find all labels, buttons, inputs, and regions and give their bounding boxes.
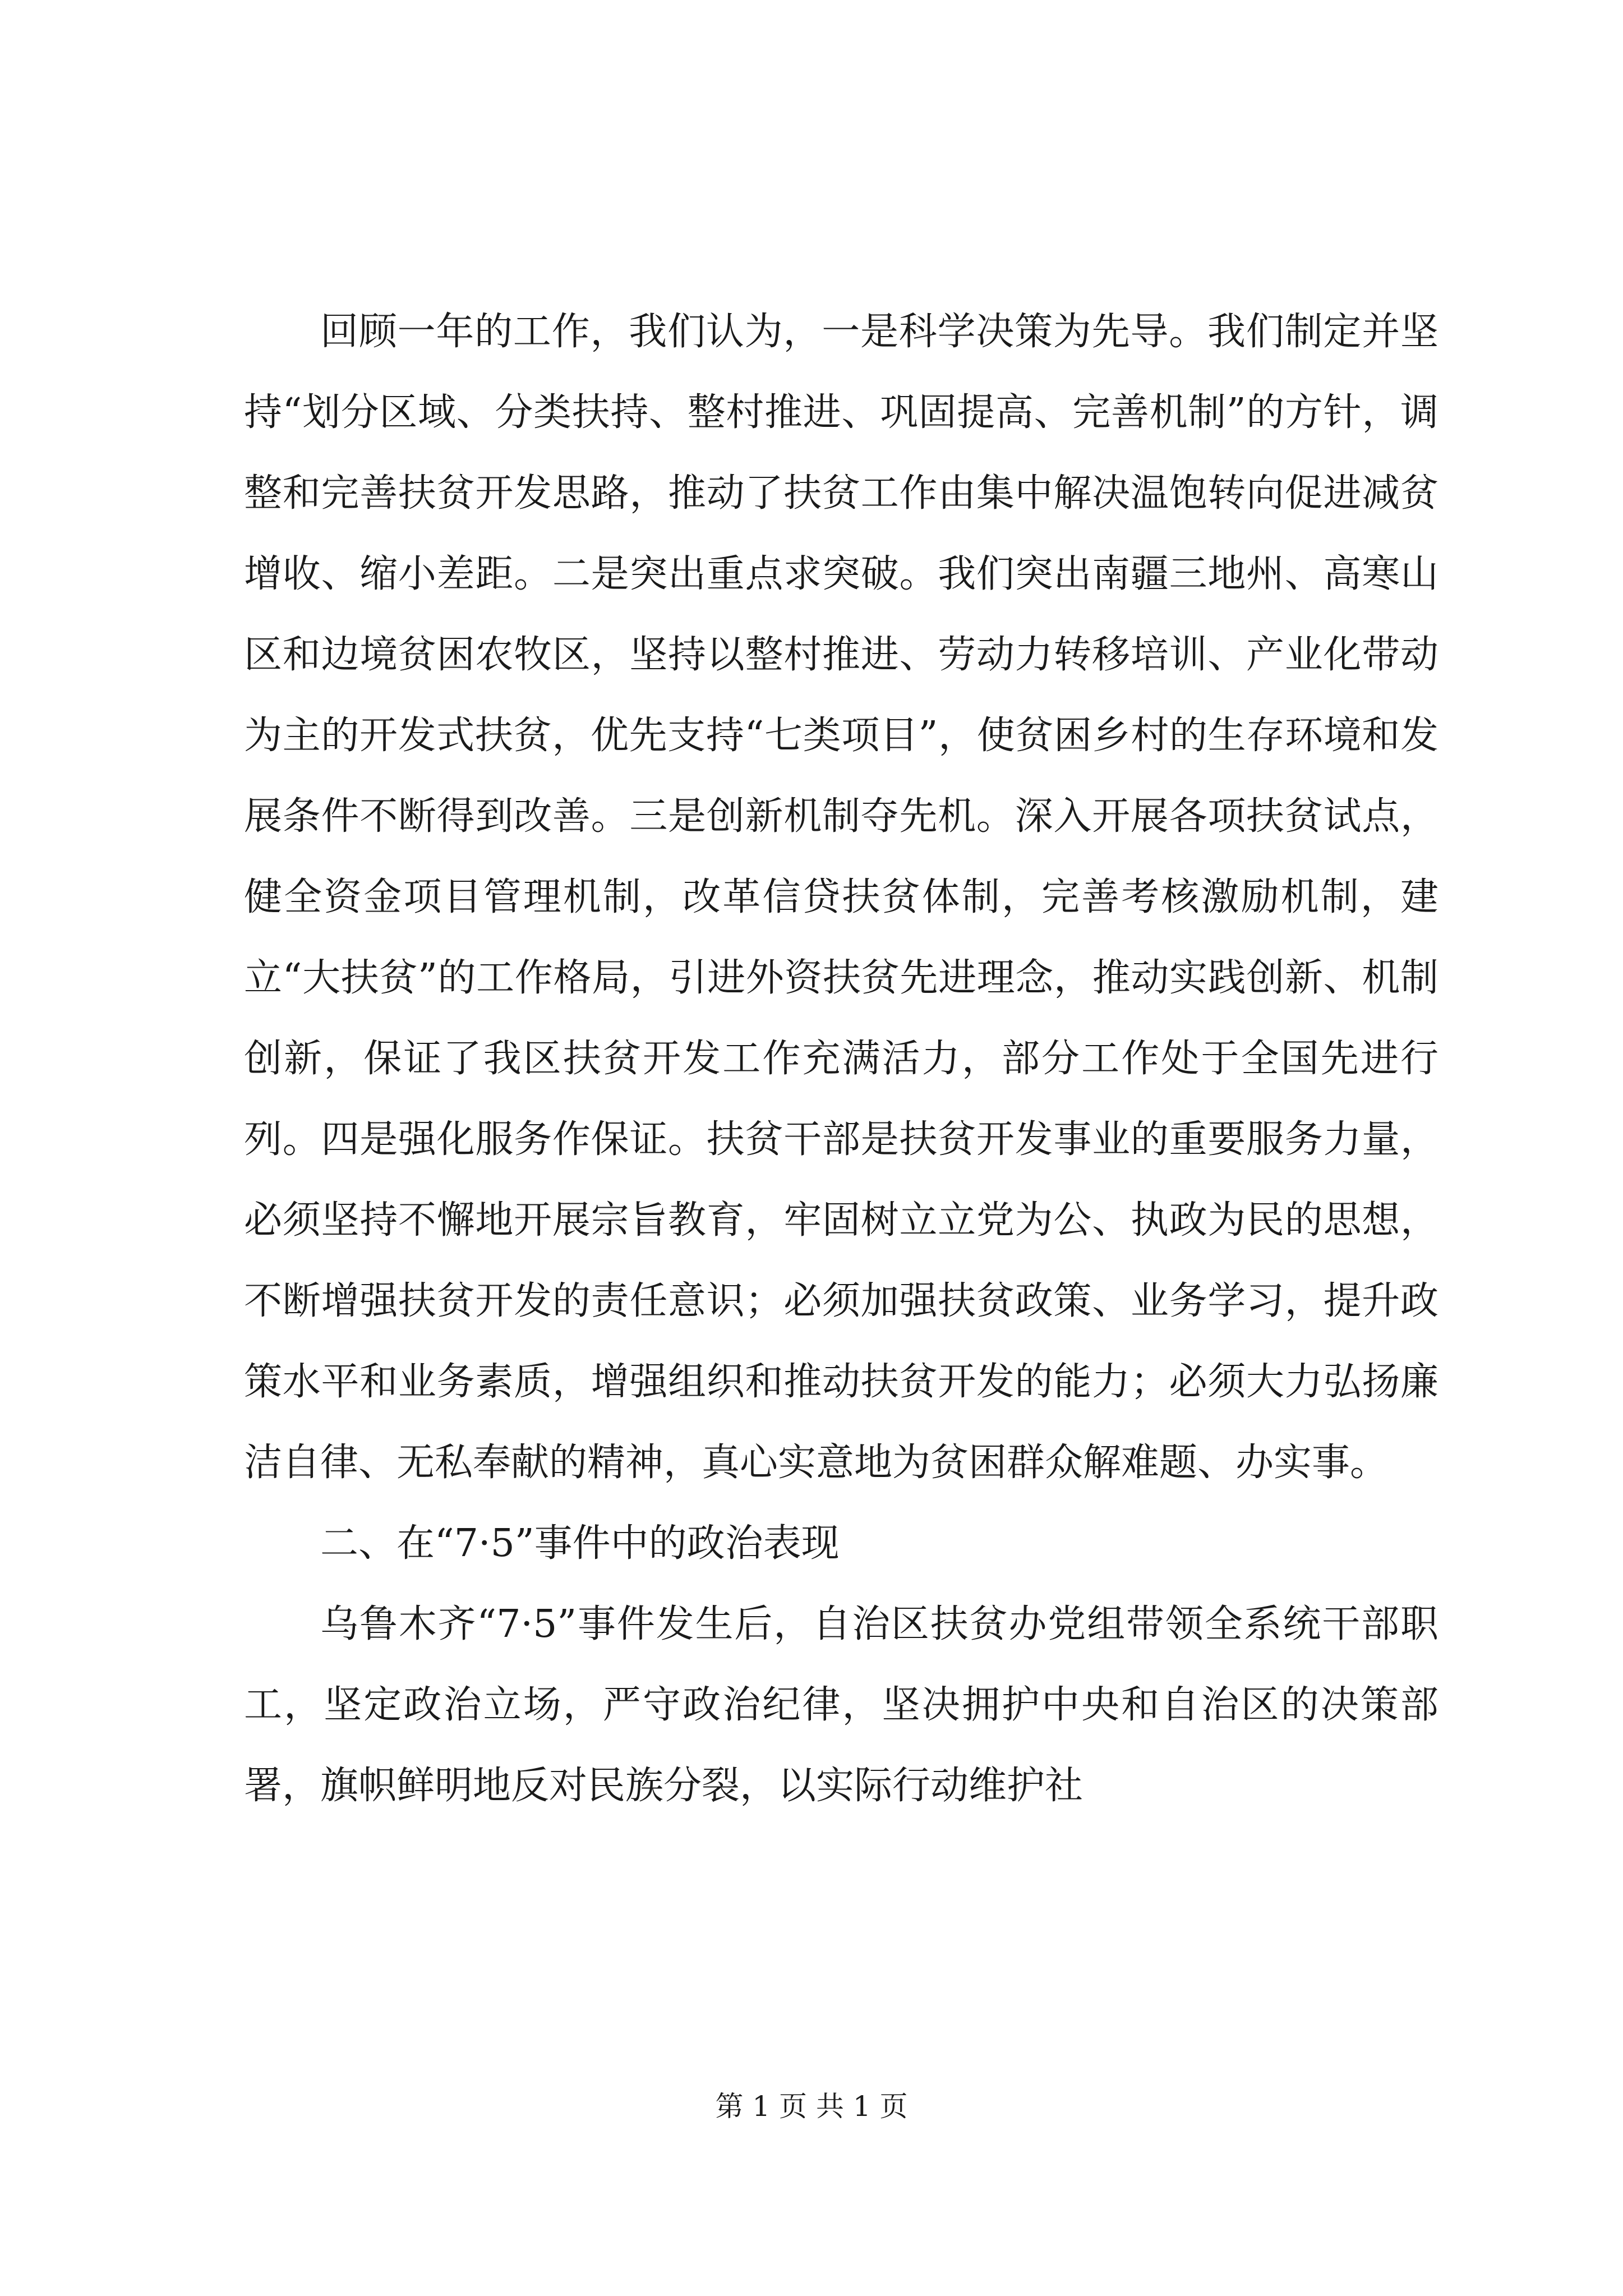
paragraph-review: 回顾一年的工作，我们认为，一是科学决策为先导。我们制定并坚持“划分区域、分类扶持、整村推进、巩固提高、完善机制”的方针，调整和完善扶贫开发思路，推动了扶贫工作由集中解决温饱转向促进减贫增收、缩小差距。二是突出重点求突破。我们突出南疆三地州、高寒山区和边境贫困农牧区，坚持以整村推进、劳动力转移培训、产业化带动为主的开发式扶贫，优先支持“七类项目”，使贫困乡村的生存环境和发展条件不断得到改善。三是创新机制夺先机。深入开展各项扶贫试点，健全资金项目管理机制，改革信贷扶贫体制，完善考核激励机制，建立“大扶贫”的工作格局，引进外资扶贫先进理念，推动实践创新、机制创新，保证了我区扶贫开发工作充满活力，部分工作处于全国先进行列。四是强化服务作保证。扶贫干部是扶贫开发事业的重要服务力量，必须坚持不懈地开展宗旨教育，牢固树立立党为公、执政为民的思想，不断增强扶贫开发的责任意识；必须加强扶贫政策、业务学习，提升政策水平和业务素质，增强组织和推动扶贫开发的能力；必须大力弘扬廉洁自律、无私奉献的精神，真心实意地为贫困群众解难题、办实事。 xyxy=(244,310,1438,1485)
page-footer: 第 1 页 共 1 页 xyxy=(715,2090,908,2123)
paragraph-event: 乌鲁木齐“7·5”事件发生后，自治区扶贫办党组带领全系统干部职工，坚定政治立场，严守政治纪律，坚决拥护中央和自治区的决策部署，旗帜鲜明地反对民族分裂，以实际行动维护社 xyxy=(244,1602,1438,1808)
document-body xyxy=(244,292,1438,1826)
section-heading: 二、在“7·5”事件中的政治表现 xyxy=(320,1521,840,1566)
